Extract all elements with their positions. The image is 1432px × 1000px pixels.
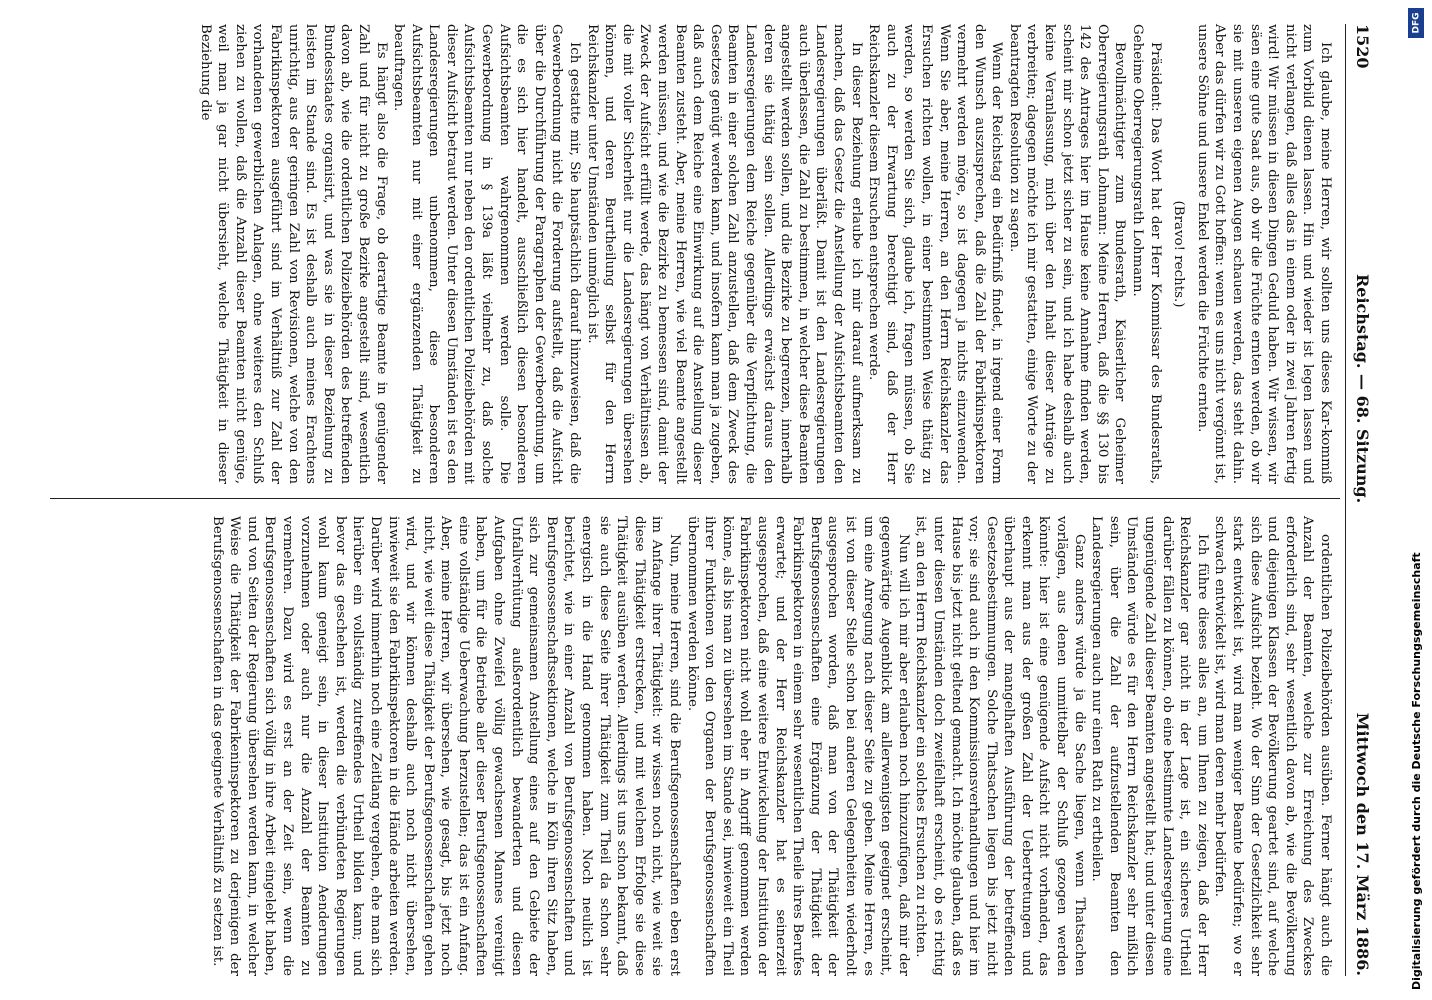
paragraph: Ich glaube, meine Herren, wir sollten uns dieses Kar-kommiß zum Vorbild dienen lassen. Hin und wieder ist legen lassen und nicht verlangen, daß alles das in einem oder in zwei Jahren fertig wird! Wir müssen in diesen Dingen Geduld haben. Wir wissen, wir säen eine gute Saat aus, ob wir die Früchte ernten werden, ob wir sie mit unseren eigenen Augen schauen werden, das steht dahin. Aber das dürfen wir zu Gott hoffen: wenn es uns nicht vergönnt ist, unsere Söhne und unsere Enkel werden die Früchte ernten. — [1194, 24, 1333, 484]
paragraph: ordentlichen Polizeibehörden ausüben. Ferner hängt auch die Anzahl der Beamten, welche zur Erreichung des Zweckes erforderlich sind, sehr wesentlich davon ab, wie die Bevölkerung und diejenigen Klassen der Bevölkerung geartet sind, auf welche sich diese Aufsicht bezieht. Wo der Sinn der Gesetzlichkeit sehr stark entwickelt ist, wird man weniger Beamte bedürfen; wo er schwach entwickelt ist, wird man deren mehr bedürfen. — [1212, 516, 1333, 976]
paragraph: Nun, meine Herren, sind die Berufsgenossenschaften eben erst im Anfange ihrer Thätigkeit: wir wissen noch nicht, wie weit sie diese Thätigkeit erstrecken, und mit welchem Erfolge sie diese Thätigkeit ausüben werden. Allerdings ist uns schon bekannt, daß sie auch diese Seite ihrer Thätigkeit zum Theil da schon sehr energisch in die Hand genommen haben. Noch neulich ist berichtet, wie in einer Anzahl von Berufsgenossenschaften und Berufsgenossenschaftssektionen, welche in Köln ihren Sitz haben, sich zur gemeinsamen Anstellung eines auf den Gebiete der Unfallverhütung außerordentlich bewanderten und diesen Aufgaben ohne Zweifel völlig gewachsenen Mannes vereinigt haben, um für die Betriebe aller dieser Berufsgenossenschaften eine vollständige Ueberwachung herzustellen; das ist ein Anfang. Aber, meine Herren, wir übersehen, wie gesagt, bis jetzt noch nicht, wie weit diese Thätigkeit der Berufsgenossenschaften gehen wird, und wir können deshalb auch noch nicht übersehen, inwieweit sie den Fabrikinspektoren in die Hände arbeiten werden. Darüber wird immerhin noch eine Zeitlang vergehen, ehe man sich hierüber ein vollständig zutreffendes Urtheil bilden kann; und bevor das geschehen ist, werden die verbündeten Regierungen wohl kaum geneigt sein, in dieser Institution Aenderungen vorzunehmen oder auch nur die Anzahl der Beamten zu vermehren. Dazu wird es erst an der Zeit sein, wenn die Berufsgenossenschaften sich völlig in ihre Arbeit eingelebt haben, und von Seiten der Regierung übersehen werden kann, in welcher Weise die Thätigkeit der Fabrikeninspektoren zu derjenigen der Berufsgenossenschaften in das geeignete Verhältniß zu setzen ist. — [209, 516, 683, 976]
left-column — [196, 24, 1334, 484]
paragraph: Ich gestatte mir, Sie hauptsächlich darauf hinzuweisen, daß die Gewerbeordnung nicht die Forderung aufstellt, daß die Aufsicht über die Durchführung der Paragraphen der Gewerbeordnung, um die es sich hier handelt, ausschließlich diesen besonderen Aufsichtsbeamten wahrgenommen werden solle. Die Gewerbeordnung in § 139a läßt vielmehr zu, daß solche Aufsichtsbeamten nur neben den ordentlichen Polizeibehörden mit dieser Aufsicht betraut werden. Unter diesen Umständen ist es den Landesregierungen unbenommen, diese besonderen Aufsichtsbeamten nur mit einer ergänzenden Thätigkeit zu beauftragen. — [391, 24, 583, 484]
dfg-logo-icon: DFG — [1408, 8, 1424, 38]
right-column — [208, 516, 1334, 976]
paragraph: In dieser Beziehung erlaube ich mir darauf aufmerksam zu machen, daß das Gesetz die Anstellung der Aufsichtsbeamten den Landesregierungen überläßt. Damit ist den Landesregierungen auch überlassen, die Zahl zu bestimmen, in welcher diese Beamten angestellt werden sollen, und die Bezirke zu begrenzen, innerhalb deren sie thätig sein sollen. Allerdings erwächst daraus den Landesregierungen dem Reiche gegenüber die Verpflichtung, die Beamten in einer solchen Zahl anzustellen, daß dem Zweck des Gesetzes genügt werden kann, und insofern kann man ja zugeben, daß auch dem Reiche eine Einwirkung auf die Anstellung dieser Beamten zusteht. Aber, meine Herren, wie viel Beamte angestellt werden müssen, und wie die Bezirke zu bemessen sind, damit der Zweck der Aufsicht erfüllt werde, das hängt von Verhältnissen ab, die mit voller Sicherheit nur die Landesregierungen übersehen können, und deren Beurtheilung selbst für den Herrn Reichskanzler unter Umständen unmöglich ist. — [584, 24, 864, 484]
paragraph: Nun will ich mir aber erlauben noch hinzuzufügen, daß mir der gegenwärtige Augenblick am allerwenigsten geeignet erscheint, um eine Anregung nach dieser Seite zu geben. Meine Herren, es ist von dieser Stelle schon bei anderen Gelegenheiten wiederholt ausgesprochen worden, daß man von der Thätigkeit der Berufsgenossenschaften eine Ergänzung der Thätigkeit der Fabrikinspektoren in einem sehr wesentlichen Theile ihres Berufes erwartet; und der Herr Reichskanzler hat es seinerzeit ausgesprochen, daß eine weitere Entwickelung der Institution der Fabrikinspektoren nicht wohl eher in Angriff genommen werden könne, als bis man zu übersehen im Stande sei, inwieweit ein Theil ihrer Funktionen von den Organen der Berufsgenossenschaften übernommen werden könne. — [684, 516, 911, 976]
session-title: Reichstag. — 68. Sitzung. — [1353, 274, 1372, 504]
applause-note: (Bravo! rechts.) — [1171, 200, 1187, 308]
column-divider — [50, 498, 1340, 499]
paragraph: Bevollmächtigter zum Bundesrath, Kaiserlicher Geheimer Oberregierungsrath Lohmann: Meine Herren, daß die §§ 130 bis 142 des Antrages hier im Hause keine Annahme finden werden, scheint mir schon jetzt sicher zu sein, und ich habe deshalb auch keine Veranlassung, mich über den Inhalt dieser Anträge zu verbreiten; dagegen möchte ich mir gestatten, einige Worte zu der beantragten Resolution zu sagen. — [1006, 24, 1128, 484]
page-header — [1342, 24, 1372, 976]
credit-text: Digitalisierung gefördert durch die Deutsche Forschungsgemeinschaft — [1410, 552, 1423, 990]
paragraph: Ganz anders würde ja die Sache liegen, wenn Thatsachen vorlägen, aus denen unmittelbar der Schluß gezogen werden könnte: hier ist eine genügende Aufsicht nicht vorhanden, das erkennt man aus der großen Zahl der Uebertretungen und überhaupt aus der mangelhaften Ausführung der betreffenden Gesetzesbestimmungen. Solche Thatsachen liegen bis jetzt nicht vor; sie sind auch in den Kommissionsverhandlungen und hier im Hause bis jetzt nicht geltend gemacht. Ich möchte glauben, daß es unter diesen Umständen doch zweifelhaft erscheint, ob es richtig ist, an den Herrn Reichskanzler ein solches Ersuchen zu richten. — [913, 516, 1087, 976]
paragraph: Ich führe dieses alles an, um Ihnen zu zeigen, daß der Herr Reichskanzler gar nicht in der Lage ist, ein sicheres Urtheil darüber fällen zu können, ob eine bestimmte Landesregierung eine ungenügende Zahl dieser Beamten angestellt hat; und unter diesen Umständen würde es für den Herrn Reichskanzler sehr mißlich sein, über die Zahl der aufzustellenden Beamten den Landesregierungen auch nur einen Rath zu ertheilen. — [1089, 516, 1210, 976]
paragraph: Wenn der Reichstag ein Bedürfniß findet, in irgend einer Form den Wunsch auszusprechen, daß die Zahl der Fabrikinspektoren vermehrt werden möge, so ist dagegen ja nichts einzuwenden. Wenn Sie aber, meine Herren, an den Herrn Reichskanzler das Ersuchen richten wollen, in einer bestimmten Weise thätig zu werden, so werden Sie sich, glaube ich, fragen müssen, ob Sie auch zu der Erwartung berechtigt sind, daß der Herr Reichskanzler diesem Ersuchen entsprechen werde. — [866, 24, 1005, 484]
paragraph: Präsident: Das Wort hat der Herr Kommissar des Bundesraths, Geheime Oberregierungsrath Lohmann. — [1130, 24, 1163, 484]
header-rule — [1345, 24, 1346, 976]
digitization-credit — [1400, 0, 1432, 1000]
paragraph: Es hängt also die Frage, ob derartige Beamte in genügender Zahl und für nicht zu große Bezirke angestellt sind, wesentlich davon ab, wie die ordentlichen Polizeibehörden des betreffenden Bundesstaates organisirt, und was sie in dieser Beziehung zu leisten im Stande sind. Es ist deshalb auch meines Erachtens unrichtig, aus der geringen Zahl von Revisionen, welche von den Fabrikinspektoren ausgeführt sind im Verhältniß zur Zahl der vorhandenen gewerblichen Anlagen, ohne weiteres den Schluß ziehen zu wollen, daß die Anzahl dieser Beamten nicht genüge, weil man ja gar nicht übersieht, welche Thätigkeit in dieser Beziehung die — [197, 24, 389, 484]
page-number: 1520 — [1353, 24, 1372, 69]
session-date: Mittwoch den 17. März 1886. — [1353, 712, 1372, 976]
